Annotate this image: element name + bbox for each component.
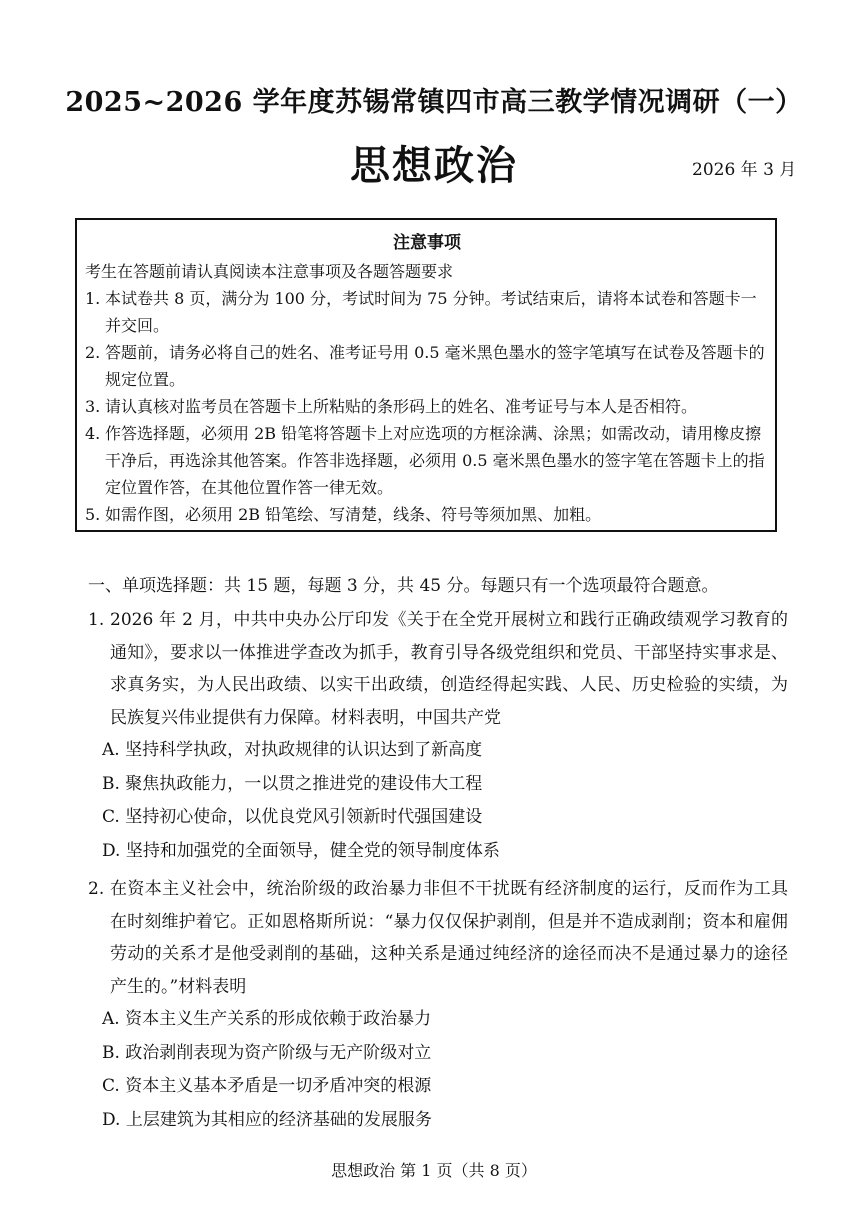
notice-item-number: 3. — [85, 397, 101, 416]
option-d: D. 上层建筑为其相应的经济基础的发展服务 — [102, 1109, 432, 1130]
question-text: 2026 年 2 月，中共中央办公厅印发《关于在全党开展树立和践行正确政绩观学习教育的通知》，要求以一体推进学查改为抓手，教育引导各级党组织和党员、干部坚持实事求是、求真务实，为人民出政绩、以实干出政绩，创造经得起实践、人民、历史检验的实绩，为民族复兴伟业提供有力保障。材料表明，中国共产党 — [110, 610, 788, 728]
option-a: A. 坚持科学执政，对执政规律的认识达到了新高度 — [102, 740, 483, 760]
notice-item-text: 作答选择题，必须用 2B 铅笔将答题卡上对应选项的方框涂满、涂黑；如需改动，请用橡皮擦干净后，再选涂其他答案。作答非选择题，必须用 0.5 毫米黑色墨水的签字笔在答题卡上的指定位置作答，在其他位置作答一律无效。 — [105, 424, 765, 497]
question-number: 1. — [88, 610, 105, 630]
page-footer: 思想政治 第 1 页（共 8 页） — [331, 1161, 537, 1180]
question-stem — [88, 873, 788, 1003]
notice-item — [85, 285, 769, 339]
notice-item-number: 1. — [85, 289, 101, 308]
notice-box — [75, 218, 777, 532]
notice-item — [85, 420, 769, 501]
option-d: D. 坚持和加强党的全面领导，健全党的领导制度体系 — [102, 840, 500, 861]
notice-item-number: 5. — [85, 505, 101, 524]
notice-title: 注意事项 — [393, 233, 461, 253]
option-b: B. 聚焦执政能力，一以贯之推进党的建设伟大工程 — [102, 773, 483, 794]
notice-intro: 考生在答题前请认真阅读本注意事项及各题答题要求 — [85, 262, 454, 281]
option-c: C. 坚持初心使命，以优良党风引领新时代强国建设 — [102, 807, 483, 827]
exam-date: 2026 年 3 月 — [692, 160, 797, 180]
question-2 — [88, 873, 788, 1137]
notice-item-text: 答题前，请务必将自己的姓名、准考证号用 0.5 毫米黑色墨水的签字笔填写在试卷及答题卡的规定位置。 — [105, 343, 765, 389]
option-c: C. 资本主义基本矛盾是一切矛盾冲突的根源 — [102, 1076, 432, 1096]
option-b: B. 政治剥削表现为资产阶级与无产阶级对立 — [102, 1042, 432, 1063]
question-1 — [88, 604, 788, 868]
notice-item-text: 本试卷共 8 页，满分为 100 分，考试时间为 75 分钟。考试结束后，请将本试卷和答题卡一并交回。 — [105, 289, 757, 335]
option-a: A. 资本主义生产关系的形成依赖于政治暴力 — [102, 1009, 432, 1029]
notice-item — [85, 393, 769, 420]
notice-item — [85, 339, 769, 393]
question-number: 2. — [88, 879, 105, 899]
section-heading: 一、单项选择题：共 15 题，每题 3 分，共 45 分。每题只有一个选项最符合题意。 — [88, 576, 719, 596]
question-text: 在资本主义社会中，统治阶级的政治暴力非但不干扰既有经济制度的运行，反而作为工具在时刻维护着它。正如恩格斯所说：“暴力仅仅保护剥削，但是并不造成剥削；资本和雇佣劳动的关系才是他受剥削的基础，这种关系是通过纯经济的途径而决不是通过暴力的途径产生的。”材料表明 — [110, 879, 788, 997]
exam-header-title: 2025~2026 学年度苏锡常镇四市高三教学情况调研（一） — [65, 87, 803, 118]
subject-title: 思想政治 — [350, 143, 518, 189]
notice-item — [85, 501, 769, 528]
notice-item-number: 2. — [85, 343, 101, 362]
notice-item-text: 请认真核对监考员在答题卡上所粘贴的条形码上的姓名、准考证号与本人是否相符。 — [105, 397, 698, 416]
notice-item-text: 如需作图，必须用 2B 铅笔绘、写清楚，线条、符号等须加黑、加粗。 — [105, 505, 602, 524]
question-stem — [88, 604, 788, 734]
notice-item-number: 4. — [85, 424, 101, 443]
